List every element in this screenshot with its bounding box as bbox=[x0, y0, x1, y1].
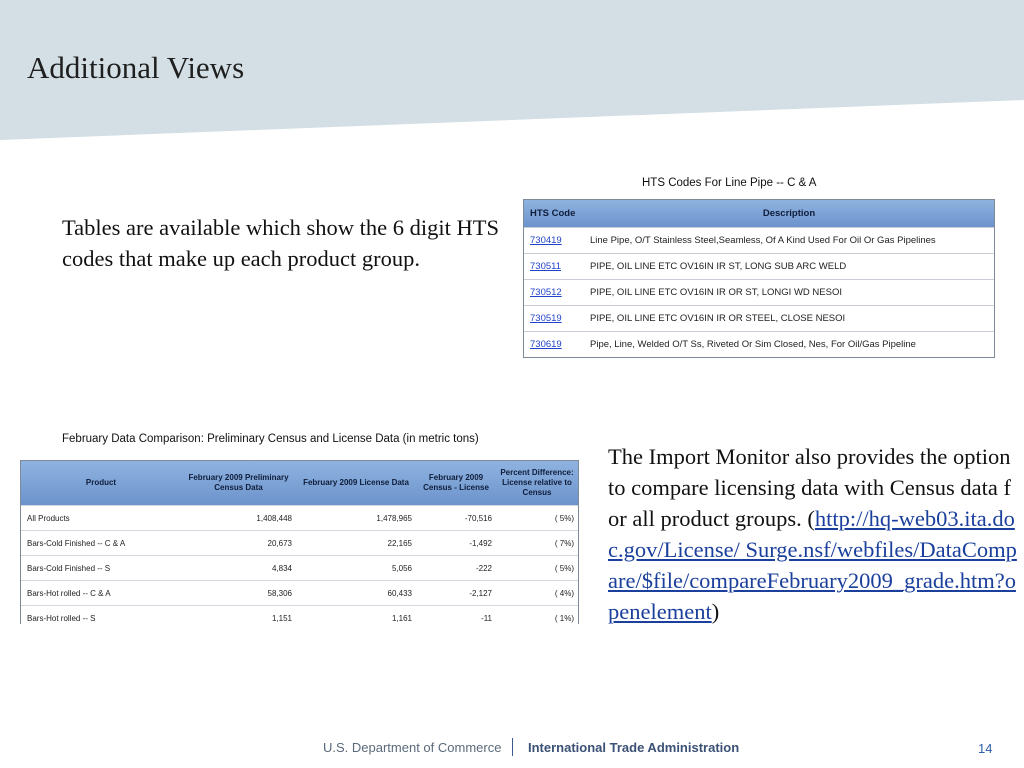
hts-description: PIPE, OIL LINE ETC OV16IN IR OR ST, LONGI WD NESOI bbox=[590, 287, 842, 298]
license-cell: 60,433 bbox=[387, 588, 412, 598]
slide-footer bbox=[0, 735, 1024, 763]
data-compare-link[interactable]: http://hq-web03.ita.doc.gov/License/ Surge.nsf/webfiles/DataCompare/$file/compareFebruary2009_grade.htm?openelement bbox=[608, 506, 1017, 624]
difference-cell: -222 bbox=[475, 563, 492, 573]
hts-code-link[interactable]: 730511 bbox=[530, 261, 561, 272]
table-row bbox=[524, 253, 994, 279]
census-cell: 1,151 bbox=[271, 613, 292, 623]
table-row bbox=[524, 279, 994, 305]
hts-code-link[interactable]: 730419 bbox=[530, 235, 562, 246]
difference-cell: -1,492 bbox=[469, 538, 492, 548]
census-cell: 20,673 bbox=[267, 538, 292, 548]
table-row bbox=[21, 580, 578, 605]
license-data-header: February 2009 License Data bbox=[303, 478, 409, 487]
percent-cell: ( 4%) bbox=[554, 588, 574, 598]
description-header: Description bbox=[762, 208, 816, 219]
difference-header: February 2009 Census - License bbox=[423, 473, 489, 492]
census-cell: 4,834 bbox=[271, 563, 292, 573]
import-monitor-text bbox=[608, 441, 1018, 627]
percent-difference-header: Percent Difference: License relative to Census bbox=[500, 468, 574, 497]
product-header: Product bbox=[85, 478, 117, 487]
license-cell: 1,478,965 bbox=[376, 513, 412, 523]
hts-description-text: Tables are available which show the 6 digit HTS codes that make up each product group. bbox=[62, 215, 500, 271]
import-monitor-text-prefix: The Import Monitor also provides the option to compare licensing data with Census data for all product groups. ( bbox=[608, 444, 1012, 531]
hts-code-header: HTS Code bbox=[530, 208, 576, 219]
table-row bbox=[524, 331, 994, 357]
census-cell: 58,306 bbox=[267, 588, 292, 598]
hts-code-link[interactable]: 730519 bbox=[530, 313, 562, 324]
license-cell: 1,161 bbox=[391, 613, 412, 623]
table-row bbox=[524, 227, 994, 253]
difference-cell: -11 bbox=[481, 613, 492, 623]
product-cell: Bars-Cold Finished -- S bbox=[27, 563, 111, 573]
product-cell: Bars-Hot rolled -- C & A bbox=[27, 588, 111, 598]
comparison-table-caption: February Data Comparison: Preliminary Census and License Data (in metric tons) bbox=[62, 433, 479, 445]
license-cell: 5,056 bbox=[391, 563, 412, 573]
percent-cell: ( 5%) bbox=[554, 513, 574, 523]
hts-table-header bbox=[524, 200, 994, 227]
table-row bbox=[21, 605, 578, 624]
page-number: 14 bbox=[978, 741, 993, 756]
percent-cell: ( 5%) bbox=[554, 563, 574, 573]
footer-divider bbox=[512, 738, 513, 756]
table-row bbox=[21, 555, 578, 580]
table-row bbox=[21, 505, 578, 530]
census-data-header: February 2009 Preliminary Census Data bbox=[188, 473, 289, 492]
hts-description: PIPE, OIL LINE ETC OV16IN IR ST, LONG SUB ARC WELD bbox=[590, 261, 847, 272]
difference-cell: -2,127 bbox=[469, 588, 492, 598]
census-cell: 1,408,448 bbox=[256, 513, 292, 523]
table-row bbox=[21, 530, 578, 555]
product-cell: Bars-Cold Finished -- C & A bbox=[27, 538, 126, 548]
comparison-table-header bbox=[21, 461, 578, 505]
product-cell: Bars-Hot rolled -- S bbox=[27, 613, 96, 623]
hts-codes-table bbox=[523, 199, 995, 358]
hts-table-caption: HTS Codes For Line Pipe -- C & A bbox=[642, 177, 817, 189]
percent-cell: ( 1%) bbox=[554, 613, 574, 623]
hts-description: Line Pipe, O/T Stainless Steel,Seamless, Of A Kind Used For Oil Or Gas Pipelines bbox=[590, 235, 936, 246]
hts-code-link[interactable]: 730512 bbox=[530, 287, 562, 298]
table-row bbox=[524, 305, 994, 331]
footer-agency: International Trade Administration bbox=[528, 740, 740, 755]
difference-cell: -70,516 bbox=[464, 513, 492, 523]
percent-cell: ( 7%) bbox=[554, 538, 574, 548]
product-cell: All Products bbox=[27, 513, 70, 523]
import-monitor-text-suffix: ) bbox=[711, 599, 720, 624]
hts-description: PIPE, OIL LINE ETC OV16IN IR OR STEEL, CLOSE NESOI bbox=[590, 313, 846, 324]
footer-department: U.S. Department of Commerce bbox=[323, 740, 502, 755]
slide-title: Additional Views bbox=[27, 50, 245, 85]
data-comparison-table bbox=[20, 460, 579, 624]
license-cell: 22,165 bbox=[387, 538, 412, 548]
hts-description: Pipe, Line, Welded O/T Ss, Riveted Or Sim Closed, Nes, For Oil/Gas Pipeline bbox=[590, 339, 916, 350]
hts-code-link[interactable]: 730619 bbox=[530, 339, 562, 350]
